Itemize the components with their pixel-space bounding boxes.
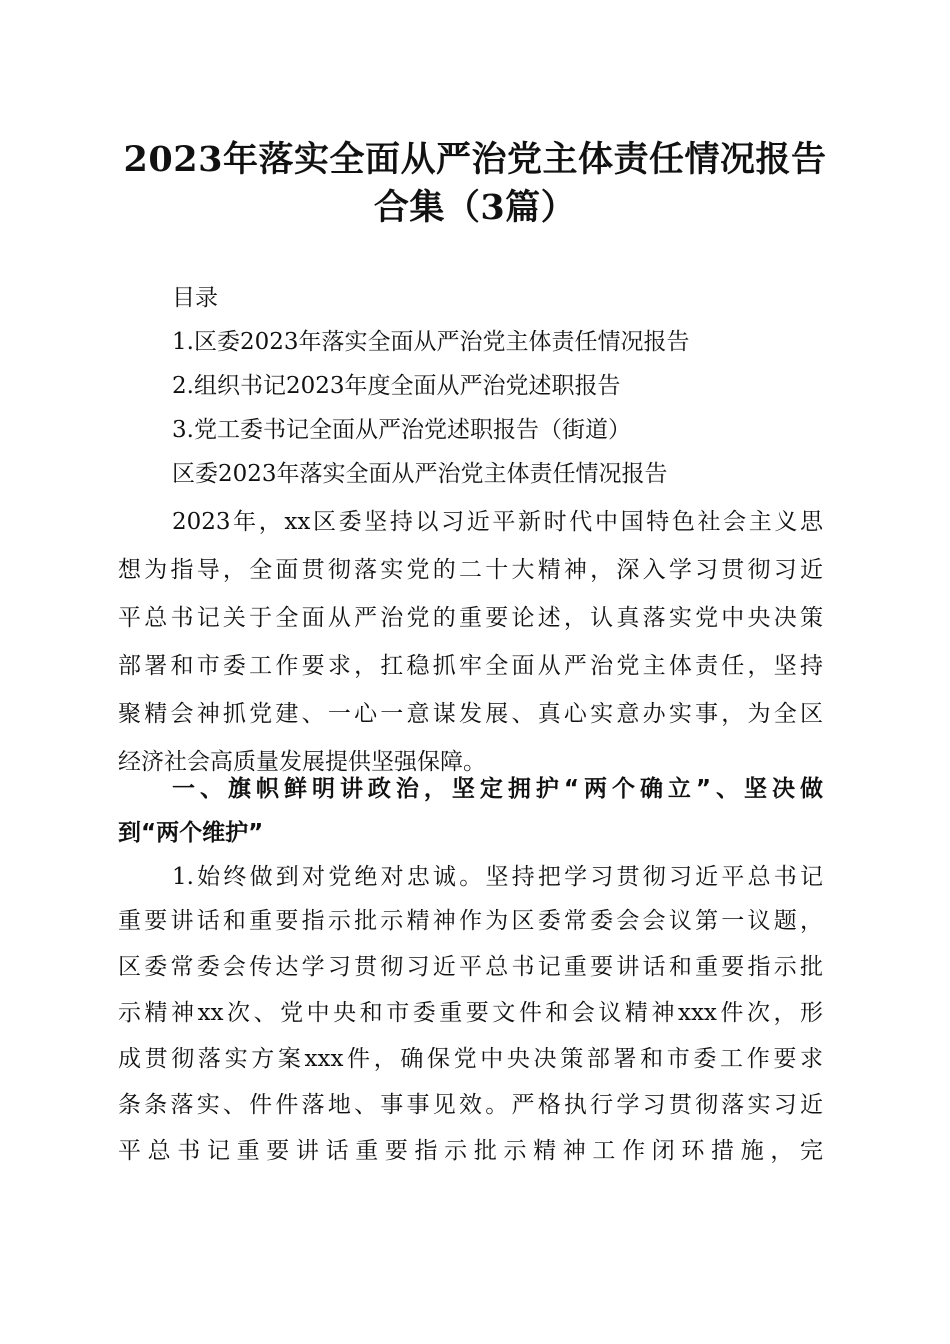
toc-item-1: 1.区委2023年落实全面从严治党主体责任情况报告 bbox=[172, 329, 690, 355]
intro-line: 想为指导，全面贯彻落实党的二十大精神，深入学习贯彻习近 bbox=[118, 557, 823, 583]
paragraph-line: 示精神xx次、党中央和市委重要文件和会议精神xxx件次，形 bbox=[118, 1000, 823, 1026]
paragraph-line: 1.始终做到对党绝对忠诚。坚持把学习贯彻习近平总书记 bbox=[172, 864, 823, 890]
toc-item-3: 3.党工委书记全面从严治党述职报告（街道） bbox=[172, 417, 631, 443]
document-title-line-2: 合集（3篇） bbox=[373, 187, 577, 228]
document-title-line-1: 2023年落实全面从严治党主体责任情况报告 bbox=[123, 139, 827, 180]
paragraph-line: 平总书记重要讲话重要指示批示精神工作闭环措施，完 bbox=[118, 1138, 823, 1164]
intro-line: 2023年，xx区委坚持以习近平新时代中国特色社会主义思 bbox=[172, 509, 823, 535]
intro-line: 聚精会神抓党建、一心一意谋发展、真心实意办实事，为全区 bbox=[118, 701, 823, 727]
intro-line: 经济社会高质量发展提供坚强保障。 bbox=[118, 749, 486, 775]
paragraph-line: 重要讲话和重要指示批示精神作为区委常委会会议第一议题， bbox=[118, 908, 823, 934]
toc-item-2: 2.组织书记2023年度全面从严治党述职报告 bbox=[172, 373, 621, 399]
section-title: 区委2023年落实全面从严治党主体责任情况报告 bbox=[172, 461, 668, 487]
heading-1-line-2: 到“两个维护” bbox=[118, 820, 264, 846]
heading-1-line-1: 一、旗帜鲜明讲政治，坚定拥护“两个确立”、坚决做 bbox=[172, 776, 823, 802]
intro-line: 平总书记关于全面从严治党的重要论述，认真落实党中央决策 bbox=[118, 605, 823, 631]
paragraph-line: 区委常委会传达学习贯彻习近平总书记重要讲话和重要指示批 bbox=[118, 954, 823, 980]
paragraph-line: 成贯彻落实方案xxx件，确保党中央决策部署和市委工作要求 bbox=[118, 1046, 823, 1072]
intro-line: 部署和市委工作要求，扛稳抓牢全面从严治党主体责任，坚持 bbox=[118, 653, 823, 679]
paragraph-line: 条条落实、件件落地、事事见效。严格执行学习贯彻落实习近 bbox=[118, 1092, 823, 1118]
toc-heading: 目录 bbox=[172, 285, 218, 311]
